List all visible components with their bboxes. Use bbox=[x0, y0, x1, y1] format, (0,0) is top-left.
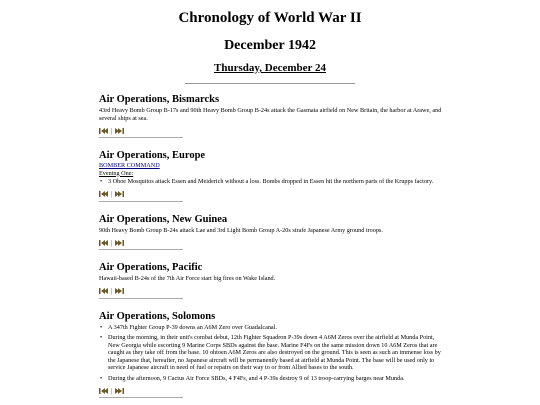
header-divider bbox=[185, 83, 355, 84]
next-arrow-icon[interactable] bbox=[114, 190, 124, 198]
nav-separator: | bbox=[111, 386, 113, 395]
page-title: Chronology of World War II bbox=[178, 10, 362, 26]
section-heading: Air Operations, Bismarcks bbox=[99, 94, 220, 105]
section-pacific bbox=[99, 262, 444, 299]
section-new-guinea bbox=[99, 214, 444, 251]
section-solomons bbox=[99, 311, 444, 399]
section-nav bbox=[99, 126, 444, 135]
first-arrow-icon[interactable] bbox=[99, 190, 109, 198]
first-arrow-icon[interactable] bbox=[99, 239, 109, 247]
nav-separator: | bbox=[111, 238, 113, 247]
next-arrow-icon[interactable] bbox=[114, 387, 124, 395]
evening-label: Evening One: bbox=[99, 169, 134, 177]
section-heading: Air Operations, Pacific bbox=[99, 262, 203, 273]
first-arrow-icon[interactable] bbox=[99, 127, 109, 135]
next-arrow-icon[interactable] bbox=[114, 127, 124, 135]
section-heading: Air Operations, Solomons bbox=[99, 310, 216, 322]
list-item: • During the morning, in their unit's combat debut, 12th Fighter Squadron P-39s down 4 A6M Zeros over the airfield at Munda Point, New Georgia while escorting 9 Marine Corps SBDs against the base. Marine F4Fs on the same mission down 10 A6M Zeros that are caught as they take off from the base. 10 ohtoen A6M Zeros are also destroyed on the ground. This is seen as such an immense loss by the Japanese that, hereafter, no Japanese aircraft will be permanently based at airfield at Munda Point. The base will be used only to service Japanese aircraft in need of fuel or repairs on their way to or from Allied bases to the south. bbox=[99, 334, 444, 372]
section-text: 43rd Heavy Bomb Group B-17s and 90th Heavy Bomb Group B-24s attack the Gasmata airfield on New Britain, the harbor at Arawe, and several ships at sea. bbox=[99, 107, 442, 122]
next-arrow-icon[interactable] bbox=[114, 239, 124, 247]
section-heading: Air Operations, New Guinea bbox=[99, 213, 228, 225]
section-divider bbox=[99, 137, 183, 138]
section-divider bbox=[99, 249, 183, 250]
section-text: 90th Heavy Bomb Group B-24s attack Lae and 3rd Light Bomb Group A-20s strafe Japanese Army ground troops. bbox=[99, 226, 383, 234]
section-heading: Air Operations, Europe bbox=[99, 150, 206, 161]
section-nav bbox=[99, 238, 444, 247]
list-item: • A 347th Fighter Group P-39 downs an A6M Zero over Guadalcanal. bbox=[99, 324, 444, 332]
section-items bbox=[99, 324, 444, 383]
section-items bbox=[99, 178, 444, 186]
section-nav bbox=[99, 386, 444, 395]
nav-separator: | bbox=[111, 287, 113, 295]
bomber-command-link[interactable]: BOMBER COMMAND bbox=[99, 162, 160, 169]
section-nav bbox=[99, 287, 444, 296]
list-item: • During the afternoon, 9 Cactus Air Force SBDs, 4 F4Fs, and 4 P-39s destroy 9 of 13 troop-carrying barges near Munda. bbox=[99, 375, 444, 383]
section-bismarcks bbox=[99, 94, 444, 138]
nav-separator: | bbox=[111, 126, 113, 135]
first-arrow-icon[interactable] bbox=[99, 387, 109, 395]
section-divider bbox=[99, 298, 183, 299]
section-divider bbox=[99, 201, 183, 202]
list-item: • 3 Oboe Mosquitos attack Essen and Meiderich without a loss. Bombs dropped in Essen hit the northern parts of the Krupps factory. bbox=[99, 178, 444, 186]
section-nav bbox=[99, 190, 444, 199]
month-title: December 1942 bbox=[224, 38, 316, 53]
section-text: Hawaii-based B-24s of the 7th Air Force start big fires on Wake Island. bbox=[99, 275, 276, 282]
chronology-content bbox=[0, 94, 444, 398]
section-europe bbox=[99, 150, 444, 202]
first-arrow-icon[interactable] bbox=[99, 287, 109, 295]
section-divider bbox=[99, 397, 183, 398]
nav-separator: | bbox=[111, 190, 113, 198]
day-title: Thursday, December 24 bbox=[214, 62, 326, 74]
next-arrow-icon[interactable] bbox=[114, 287, 124, 295]
